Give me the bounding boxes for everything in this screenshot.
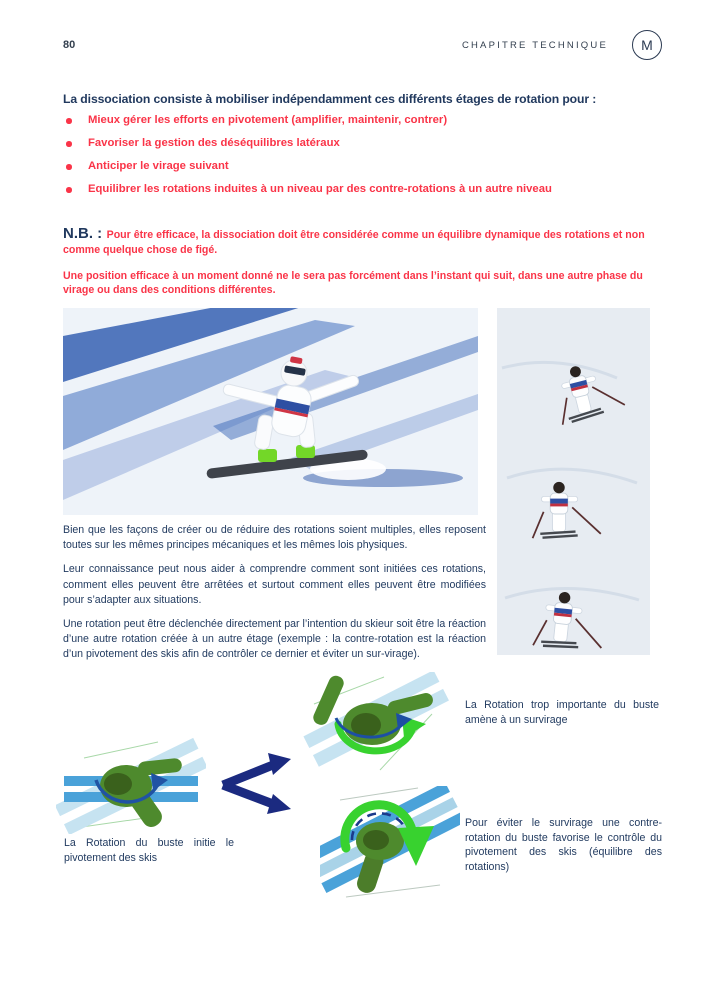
nb-text: Pour être efficace, la dissociation doit être considérée comme un équilibre dynamique des rotations et non comme quelque chose de figé. [63,229,645,256]
bullet-label: Mieux gérer les efforts en pivotement (amplifier, maintenir, contrer) [88,114,448,126]
m-circle-icon [632,30,662,60]
paragraph-3: Une rotation peut être déclenchée directement par l’intention du skieur soit être la réaction d’une autre rotation créée à un autre étage (exemple : la contre-rotation est la réaction d’un pivotement des skis afin de contrôler ce dernier et éviter un sur-virage). [63,618,486,661]
less-than-arrows-icon [213,747,298,819]
bullet-item [63,137,653,150]
bullet-item [63,160,653,173]
body-text [63,523,486,672]
red-dot-icon [66,118,72,124]
bullet-label: Equilibrer les rotations induites à un niveau par des contre-rotations à un autre niveau [88,183,552,195]
bullet-label: Favoriser la gestion des déséquilibres latéraux [88,137,340,149]
red-dot-icon [66,187,72,193]
page-number: 80 [63,39,76,51]
caption-counter-rotation: Pour éviter le survirage une contre-rotation du buste favorise le contrôle du pivotement des skis (équilibre des rotations) [465,817,662,873]
bullet-item [63,183,653,196]
red-dot-icon [66,164,72,170]
rotation-diagram-initiation [56,736,206,834]
nb-label: N.B. : [63,225,103,242]
intro-heading: La dissociation consiste à mobiliser indépendamment ces différents étages de rotation pour : [63,92,597,106]
bullet-list [63,114,653,206]
ski-turn-sequence-photo [497,308,650,655]
caption-initiation: La Rotation du buste initie le pivotement des skis [64,837,234,864]
chapter-header: CHAPITRE TECHNIQUE [461,40,608,51]
rotation-diagram-counter-rotation [320,786,460,901]
paragraph-1: Bien que les façons de créer ou de réduire des rotations soient multiples, elles reposent toutes sur les mêmes principes mécaniques et les mêmes lois physiques. [63,524,486,552]
bullet-label: Anticiper le virage suivant [88,160,229,172]
paragraph-2: Leur connaissance peut nous aider à comprendre comment sont initiées ces rotations, comment elles peuvent être arrêtées et surtout comment elles peuvent être modifiées pour s’adapter aux situations. [63,563,486,606]
red-dot-icon [66,141,72,147]
ski-pivot-photo [63,308,478,515]
caption-overrotation: La Rotation trop importante du buste amène à un survirage [465,699,659,726]
rotation-diagram-overrotation [300,672,455,774]
nb-note-2: Une position efficace à un moment donné ne le sera pas forcément dans l’instant qui suit, dans une autre phase du virage ou dans des conditions différentes. [63,270,643,296]
bullet-item [63,114,653,127]
logo-letter: M [641,37,653,53]
nb-note [63,227,651,257]
